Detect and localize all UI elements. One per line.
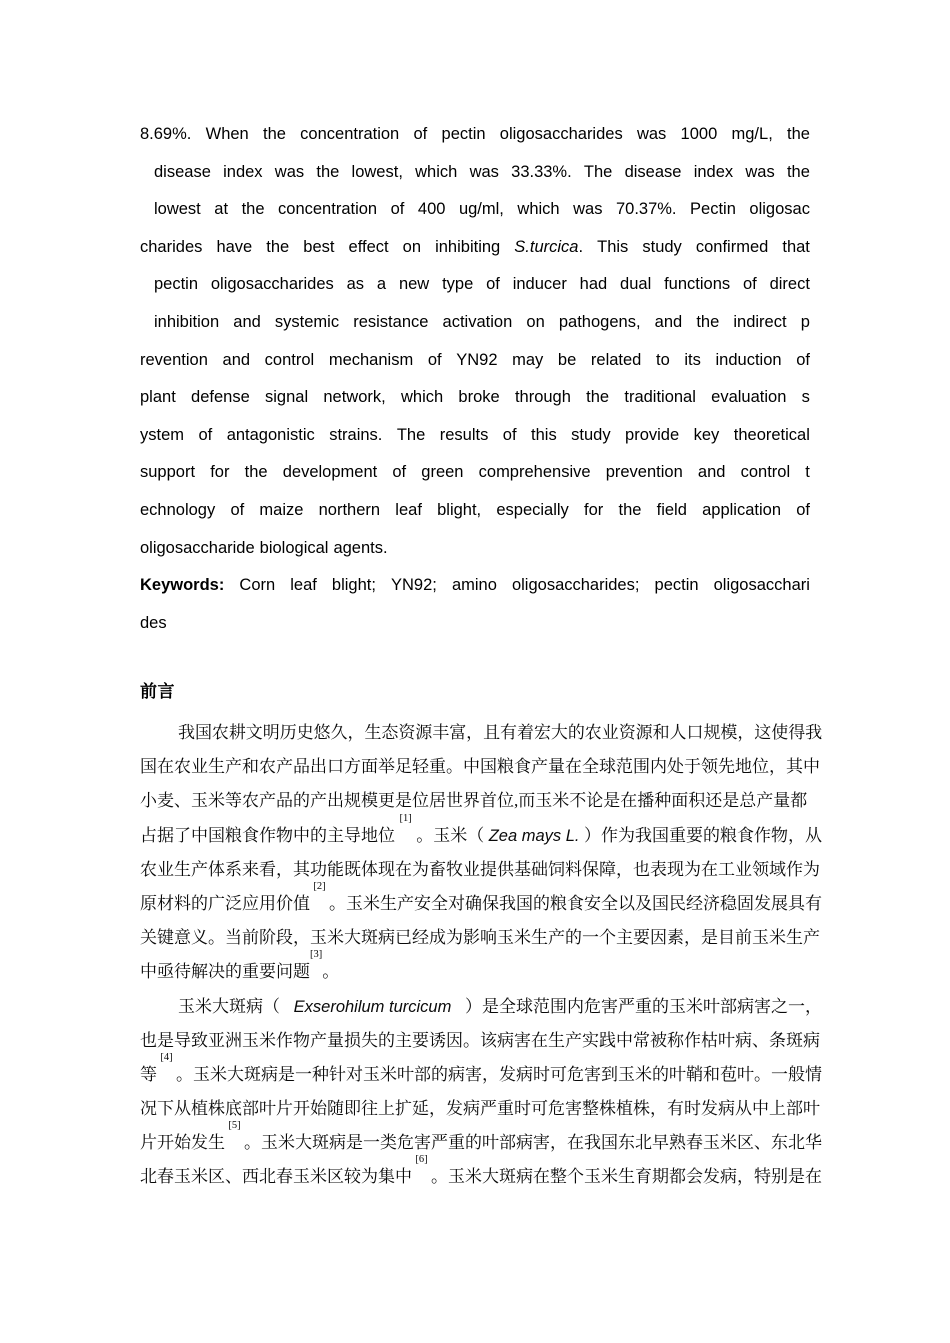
abstract-word: antagonistic — [226, 425, 315, 444]
citation-marker: [2] — [313, 880, 326, 892]
abstract-word: 8.69%. — [140, 125, 192, 143]
abstract-word: key — [693, 425, 720, 444]
foreword-line — [140, 990, 822, 1024]
abstract-word: a — [376, 275, 387, 294]
abstract-word: new — [398, 275, 430, 294]
abstract-word: 33.33%. — [511, 162, 572, 181]
abstract-word: and — [222, 350, 251, 369]
abstract-word: t — [805, 463, 810, 482]
foreword-line — [140, 716, 822, 750]
abstract-word: p — [800, 312, 810, 331]
abstract-word: mechanism — [328, 350, 414, 369]
latin-binomial: Exserohilum turcicum — [293, 997, 452, 1016]
abstract-word: plant — [140, 388, 176, 407]
abstract-word: which — [415, 162, 458, 181]
abstract-word: which — [400, 388, 444, 407]
keywords-line — [140, 567, 810, 605]
abstract-word: evaluation — [711, 388, 787, 407]
abstract-word: comprehensive — [478, 463, 591, 482]
keyword-token: oligosaccharides; — [511, 576, 640, 595]
foreword-line — [140, 1092, 822, 1126]
abstract-word: concentration — [300, 125, 400, 143]
abstract-word: the — [266, 237, 290, 256]
foreword-text: 玉米大斑病（ — [178, 996, 280, 1016]
foreword-line — [140, 853, 822, 887]
foreword-text: ）作为我国重要的粮食作物，从 — [583, 825, 822, 845]
abstract-word: of — [742, 275, 757, 294]
abstract-word: type — [442, 275, 474, 294]
abstract-word: pectin — [441, 125, 486, 143]
abstract-word: of — [502, 425, 517, 444]
abstract-word: was — [636, 125, 667, 143]
abstract-word: and — [654, 312, 683, 331]
abstract-word: prevention — [605, 463, 683, 482]
abstract-word: at — [214, 200, 229, 219]
foreword-text: 等 — [140, 1064, 157, 1084]
abstract-word: for — [584, 500, 604, 519]
abstract-word: through — [514, 388, 571, 407]
abstract-word: the — [618, 500, 642, 519]
foreword-text: 我国农耕文明历史悠久，生态资源丰富，且有着宏大的农业资源和人口规模，这使得我 — [178, 723, 823, 742]
abstract-word: defense — [191, 388, 250, 407]
abstract-word: of — [796, 500, 810, 519]
abstract-word: control — [264, 350, 315, 369]
abstract-word: inducer — [512, 275, 567, 294]
abstract-word: on — [526, 312, 545, 331]
abstract-word: its — [684, 350, 701, 369]
abstract-word: YN92 — [456, 350, 498, 369]
keywords-line-continuation — [140, 605, 810, 643]
abstract-word: 1000 — [680, 125, 718, 143]
abstract-word: Pectin — [690, 200, 736, 219]
foreword-line — [140, 1154, 822, 1194]
abstract-word: pectin — [154, 275, 199, 294]
abstract-word: 70.37%. — [615, 200, 677, 219]
abstract-word: agents. — [333, 538, 388, 557]
foreword-line — [140, 812, 822, 853]
abstract-word: of — [390, 200, 405, 219]
abstract-word: on — [402, 237, 422, 256]
abstract-word: green — [421, 463, 464, 482]
keyword-token: des — [140, 613, 167, 632]
abstract-word: study — [571, 425, 611, 444]
abstract-word: oligosac — [749, 200, 810, 219]
abstract-word: index — [693, 162, 734, 181]
abstract-word: the — [586, 388, 610, 407]
abstract-word: of — [392, 463, 407, 482]
abstract-word: S.turcica. — [514, 237, 584, 256]
abstract-word: and — [697, 463, 726, 482]
abstract-word: to — [655, 350, 670, 369]
abstract-word: of — [796, 350, 810, 369]
foreword-text: 关键意义。当前阶段，玉米大斑病已经成为影响玉米生产的一个主要因素，是目前玉米生产 — [140, 928, 820, 948]
abstract-word: was — [573, 200, 603, 219]
abstract-word: for — [210, 463, 230, 482]
foreword-text: 。 — [322, 962, 340, 982]
abstract-word: oligosaccharides — [499, 125, 623, 143]
foreword-text: 占据了中国粮食作物中的主导地位 — [140, 825, 395, 845]
foreword-text: 北春玉米区、西北春玉米区较为集中 — [140, 1167, 412, 1187]
abstract-word: support — [140, 463, 196, 482]
foreword-line — [140, 784, 822, 818]
abstract-word: the — [262, 125, 286, 143]
abstract-word: effect — [348, 237, 389, 256]
foreword-text: 。玉米（ — [416, 825, 485, 845]
abstract-line — [140, 417, 810, 455]
abstract-word: provide — [625, 425, 680, 444]
abstract-word: oligosaccharide — [140, 538, 255, 557]
abstract-word: was — [469, 162, 499, 181]
foreword-text: 小麦、玉米等农产品的产出规模更是位居世界首位,而玉米不论是在播种面积还是总产量都 — [140, 791, 808, 811]
keyword-token: oligosacchari — [713, 576, 810, 595]
abstract-word: s — [801, 388, 810, 407]
foreword-text: 片开始发生 — [140, 1133, 225, 1153]
abstract-word: of — [230, 500, 245, 519]
abstract-word: that — [782, 237, 810, 256]
abstract-word: and — [233, 312, 261, 331]
foreword-line — [140, 1120, 822, 1160]
latin-binomial: Zea mays L. — [488, 826, 580, 845]
abstract-text-block — [140, 116, 810, 642]
foreword-text: 。玉米生产安全对确保我国的粮食安全以及国民经济稳固发展具有 — [329, 893, 822, 913]
abstract-word: which — [517, 200, 560, 219]
abstract-word: was — [745, 162, 775, 181]
abstract-word: oligosaccharides — [210, 275, 334, 294]
abstract-word: this — [531, 425, 557, 444]
abstract-word: revention — [140, 350, 208, 369]
keyword-token: pectin — [654, 576, 699, 595]
abstract-line — [140, 454, 810, 492]
foreword-text: 。玉米大斑病是一类危害严重的叶部病害，在我国东北早熟春玉米区、东北华 — [244, 1133, 822, 1153]
abstract-word: study — [642, 237, 682, 256]
keyword-token: leaf — [290, 576, 317, 595]
abstract-word: traditional — [624, 388, 696, 407]
abstract-line — [140, 492, 810, 530]
abstract-line — [140, 379, 810, 417]
abstract-word: When — [205, 125, 249, 143]
foreword-line — [140, 921, 822, 955]
abstract-word: activation — [442, 312, 513, 331]
section-heading-foreword: 前言 — [140, 682, 175, 701]
abstract-word: systemic — [274, 312, 340, 331]
abstract-word: especially — [496, 500, 569, 519]
foreword-text: 原材料的广泛应用价值 — [140, 893, 310, 913]
abstract-word: network, — [323, 388, 386, 407]
abstract-word: development — [282, 463, 378, 482]
abstract-word: the — [244, 463, 268, 482]
abstract-word: field — [656, 500, 687, 519]
abstract-word: of — [486, 275, 500, 294]
abstract-word: strains. — [329, 425, 383, 444]
abstract-word: disease — [624, 162, 682, 181]
foreword-text: 也是导致亚洲玉米作物产量损失的主要诱因。该病害在生产实践中常被称作枯叶病、条斑病 — [140, 1030, 820, 1050]
abstract-word: the — [786, 162, 810, 181]
abstract-word: was — [274, 162, 305, 181]
abstract-word: of — [413, 125, 428, 143]
abstract-word: inhibiting — [435, 237, 501, 256]
abstract-word: the — [787, 125, 810, 143]
abstract-line — [140, 530, 810, 568]
abstract-word: the — [241, 200, 265, 219]
foreword-line — [140, 1024, 822, 1058]
abstract-line — [140, 154, 810, 192]
foreword-line — [140, 750, 822, 784]
citation-marker: [5] — [228, 1120, 241, 1132]
foreword-text: 况下从植株底部叶片开始随即往上扩延，发病严重时可危害整株植株，有时发病从中上部叶 — [140, 1099, 820, 1119]
abstract-word: resistance — [353, 312, 429, 331]
foreword-text: ）是全球范围内危害严重的玉米叶部病害之一， — [465, 996, 822, 1016]
foreword-text: 农业生产体系来看，其功能既体现在为畜牧业提供基础饲料保障，也表现为在工业领域作为 — [140, 859, 820, 879]
abstract-word: application — [702, 500, 781, 519]
abstract-word: lowest, — [351, 162, 403, 181]
abstract-word: of — [198, 425, 213, 444]
keyword-token: YN92; — [391, 576, 437, 595]
abstract-word: blight, — [437, 500, 482, 519]
foreword-text: 中亟待解决的重要问题 — [140, 962, 310, 982]
abstract-word: concentration — [278, 200, 378, 219]
keyword-token: Corn — [239, 576, 276, 595]
abstract-word: control — [740, 463, 791, 482]
foreword-line — [140, 949, 822, 989]
abstract-word: leaf — [395, 500, 422, 519]
foreword-line — [140, 880, 822, 921]
abstract-word: disease — [154, 162, 211, 181]
abstract-word: confirmed — [695, 237, 769, 256]
abstract-word: lowest — [154, 200, 201, 219]
abstract-word: induction — [715, 350, 782, 369]
abstract-word: echnology — [140, 500, 216, 519]
abstract-line — [140, 342, 810, 380]
abstract-word: mg/L, — [731, 125, 773, 143]
abstract-word: This — [597, 237, 629, 256]
abstract-word: dual — [620, 275, 652, 294]
abstract-word: ug/ml, — [458, 200, 504, 219]
abstract-word: inhibition — [154, 312, 220, 331]
abstract-word: direct — [769, 275, 810, 294]
abstract-word: as — [346, 275, 365, 294]
foreword-body-block — [140, 716, 822, 1195]
abstract-word: have — [216, 237, 253, 256]
abstract-word: the — [696, 312, 720, 331]
abstract-line — [140, 266, 810, 304]
abstract-word: of — [427, 350, 442, 369]
keyword-token: amino — [451, 576, 497, 595]
abstract-word: indirect — [733, 312, 787, 331]
abstract-word: results — [439, 425, 489, 444]
abstract-word: related — [590, 350, 642, 369]
abstract-word: pathogens, — [558, 312, 641, 331]
abstract-word: functions — [664, 275, 731, 294]
abstract-word: index — [223, 162, 263, 181]
abstract-word: be — [557, 350, 577, 369]
keywords-label: Keywords: — [140, 576, 225, 595]
abstract-word: charides — [140, 237, 203, 256]
abstract-line — [140, 191, 810, 229]
abstract-word: signal — [265, 388, 309, 407]
abstract-word: 400 — [417, 200, 446, 219]
abstract-word: the — [316, 162, 340, 181]
abstract-word: had — [579, 275, 608, 294]
abstract-word: maize — [259, 500, 304, 519]
abstract-word: broke — [458, 388, 500, 407]
abstract-word: ystem — [140, 425, 185, 444]
abstract-word: northern — [318, 500, 381, 519]
citation-marker: [3] — [310, 949, 323, 961]
abstract-word: best — [303, 237, 335, 256]
citation-marker: [1] — [399, 812, 412, 824]
foreword-text: 。玉米大斑病是一种针对玉米叶部的病害，发病时可危害到玉米的叶鞘和苞叶。一般情 — [176, 1064, 822, 1084]
abstract-word: The — [396, 425, 426, 444]
foreword-text: 。玉米大斑病在整个玉米生育期都会发病，特别是在 — [431, 1167, 822, 1187]
abstract-line — [140, 116, 810, 154]
citation-marker: [4] — [160, 1051, 173, 1063]
citation-marker: [6] — [415, 1154, 428, 1166]
abstract-word: The — [583, 162, 613, 181]
abstract-word: theoretical — [733, 425, 810, 444]
keyword-token: blight; — [331, 576, 376, 595]
abstract-line — [140, 229, 810, 267]
abstract-word: biological — [259, 538, 329, 557]
abstract-line — [140, 304, 810, 342]
abstract-word: may — [512, 350, 544, 369]
foreword-text: 国在农业生产和农产品出口方面举足轻重。中国粮食产量在全球范围内处于领先地位，其中 — [140, 757, 820, 777]
foreword-line — [140, 1051, 822, 1092]
